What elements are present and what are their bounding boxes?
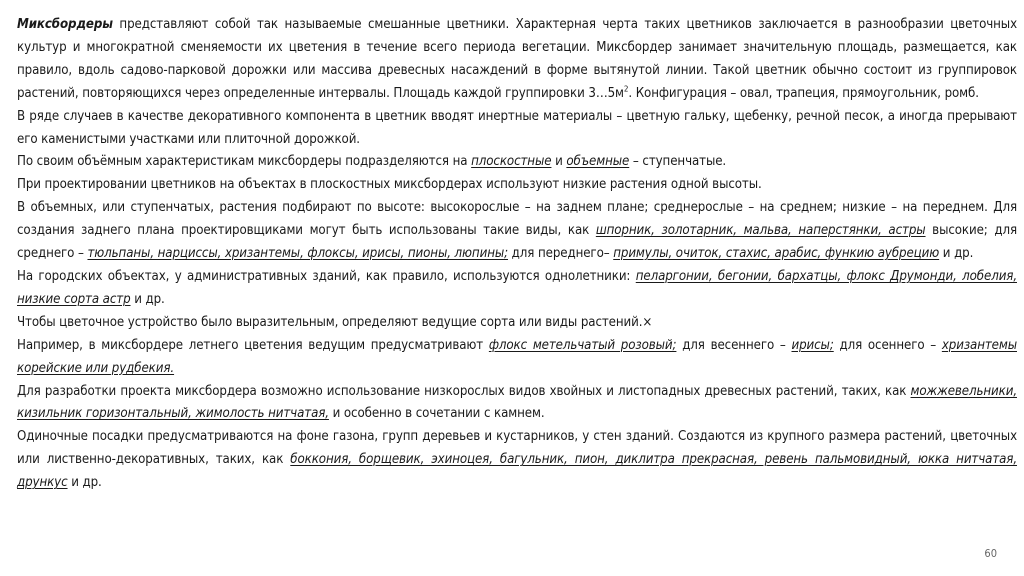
text-run: Например, в миксбордере летнего цветения ведущим предусматривают bbox=[17, 337, 489, 353]
text-run: Чтобы цветочное устройство было выразительным, определяют ведущие сорта или виды растений.× bbox=[17, 314, 653, 330]
text-run: и др. bbox=[67, 475, 102, 491]
paragraph bbox=[17, 174, 1017, 197]
text-run: и особенно в сочетании с камнем. bbox=[328, 406, 545, 422]
plant-names: ирисы; bbox=[791, 337, 834, 353]
plant-names: примулы, очиток, стахис, арабис, функию аубрецию bbox=[613, 246, 940, 262]
text-run: высокие; для среднего – bbox=[17, 223, 1017, 262]
paragraph bbox=[17, 106, 1017, 152]
paragraph bbox=[17, 426, 1017, 495]
text-run: На городских объектах, у административных зданий, как правило, используются однолетники: bbox=[17, 268, 636, 284]
page-number: 60 bbox=[984, 547, 997, 560]
text-run: – ступенчатые. bbox=[629, 154, 727, 170]
plant-names: пеларгонии, бегонии, бархатцы, флокс Друмонди, лобелия, низкие сорта астр bbox=[17, 268, 1017, 307]
text-run: . Конфигурация – овал, трапеция, прямоугольник, ромб. bbox=[628, 85, 979, 101]
paragraph bbox=[17, 14, 1017, 106]
plant-names: бокко‌ния, борщевик, эхиноцея, багульник, пион, диклитра прекрасная, ревень пальмовидный, юкка нитчатая, дрункус bbox=[17, 452, 1018, 491]
paragraph bbox=[17, 266, 1017, 312]
plant-names: хризантемы корейские или рудбекия. bbox=[17, 337, 1017, 376]
superscript: 2 bbox=[623, 84, 629, 94]
text-run: и др. bbox=[939, 246, 974, 262]
text-run: для весеннего – bbox=[676, 337, 792, 353]
plant-names: объемные bbox=[566, 154, 630, 170]
plant-names: флокс метельчатый розовый; bbox=[488, 337, 677, 353]
paragraph bbox=[17, 151, 1017, 174]
plant-names: можжевельники, кизильник горизонтальный, жимолость нитчатая, bbox=[17, 383, 1017, 422]
body-text bbox=[17, 14, 1017, 495]
plant-names: плоскостные bbox=[471, 154, 552, 170]
text-run: Одиночные посадки предусматриваются на фоне газона, групп деревьев и кустарников, у стен зданий. Создаются из крупного размера растений, цветочных или лиственно-декоративных, таких, как bbox=[17, 429, 1017, 468]
text-run: В ряде случаев в качестве декоративного компонента в цветник вводят инертные материалы – цветную гальку, щебенку, речной песок, а иногда прерывают его каменистыми участками или плиточной дорожкой. bbox=[17, 108, 1017, 147]
text-run: При проектировании цветников на объектах в плоскостных миксбордерах используют низкие растения одной высоты. bbox=[17, 177, 762, 193]
plant-names: шпорник, золотарник, мальва, наперстянки, астры bbox=[595, 223, 926, 239]
text-run: По своим объёмным характеристикам миксбордеры подразделяются на bbox=[17, 154, 472, 170]
term: Миксбордеры bbox=[17, 17, 113, 32]
text-run: представляют собой так называемые смешанные цветники. Характерная черта таких цветников заключается в разнообразии цветочных культур и многократной сменяемости их цветения в течение всего периода вегетации. Миксбордер занимает значительную площадь, размещается, как правило, вдоль садово-парковой дорожки или массива древесных насаждений в форме вытянутой линии. Такой цветник обычно состоит из группировок растений, повторяющихся через определенные интервалы. Площадь каждой группировки 3…5м bbox=[17, 17, 1017, 101]
text-run: Для разработки проекта миксбордера возможно использование низкорослых видов хвойных и листопадных древесных растений, таких, как bbox=[17, 383, 911, 399]
text-run: и bbox=[551, 154, 567, 170]
paragraph bbox=[17, 381, 1017, 427]
paragraph bbox=[17, 312, 1017, 335]
text-run: для переднего– bbox=[508, 246, 614, 262]
plant-names: тюльпаны, нарциссы, хризантемы, флоксы, ирисы, пионы, люпины; bbox=[87, 246, 509, 262]
text-run: для осеннего – bbox=[833, 337, 942, 353]
paragraph bbox=[17, 197, 1017, 266]
text-run: и др. bbox=[130, 291, 165, 307]
text-run: В объемных, или ступенчатых, растения подбирают по высоте: высокорослые – на заднем плане; среднерослые – на среднем; низкие – на переднем. Для создания заднего плана проектировщиками могут быть использованы такие виды, как bbox=[17, 200, 1017, 239]
paragraph bbox=[17, 335, 1017, 381]
